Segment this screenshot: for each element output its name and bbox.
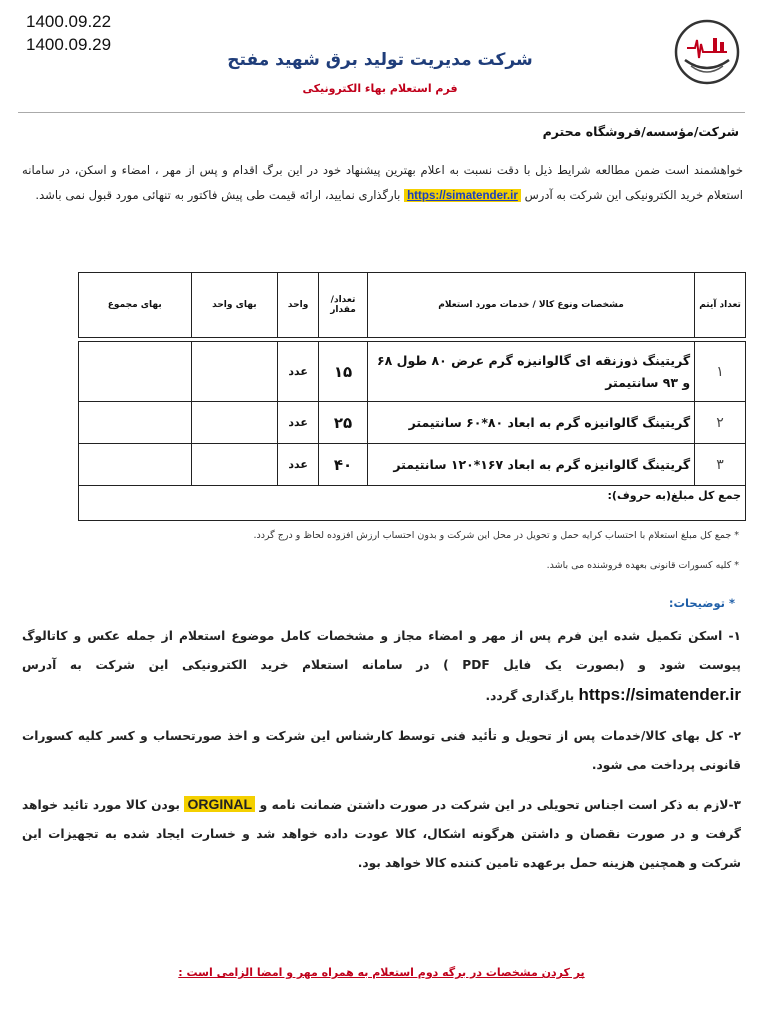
header-qty: تعداد/ مقدار [319,273,368,338]
intro-text-1: خواهشمند است ضمن مطالعه شرایط ذیل با دقت نسبت به اعلام بهترین پیشنهاد خود در این برگ اقدام و پس از مهر ، امضاء و اسکن، در سامانه استعلام خرید الکترونیکی این شرکت به آدرس [22,163,743,202]
note-2: * کلیه کسورات قانونی بعهده فروشنده می باشد. [546,560,739,571]
note-para-1 [22,622,741,711]
para3-text-2: بودن کالا مورد تائید خواهد گرفت و در صورت نقصان و داشتن هرگونه اشکال، کالا عودت داده خواهد شد و خسارت ایجاد شده به تجهیزات این شرکت و همچنین هزینه حمل برعهده تامین کننده کالا خواهد بود. [22,798,741,870]
row-desc: گریتینگ گالوانیزه گرم به ابعاد ۸۰*۶۰ سانتیمتر [367,402,694,444]
header-divider [18,112,745,113]
sum-label[interactable]: جمع کل مبلغ(به حروف): [79,486,746,521]
header-idx: تعداد آیتم [695,273,746,338]
row-total-cell[interactable] [79,402,192,444]
table-row [79,402,746,444]
para3-text-1: ۳-لازم به ذکر است اجناس تحویلی در این شرکت در صورت داشتن ضمانت نامه و [259,798,741,812]
para1-text-2: بارگذاری گردد. [485,689,575,703]
row-idx: ۱ [695,342,746,402]
row-desc: گریتینگ ذوزنقه ای گالوانیزه گرم عرض ۸۰ طول ۶۸ و ۹۳ سانتیمتر [367,342,694,402]
table-row [79,444,746,486]
row-qty: ۴۰ [319,444,368,486]
intro-paragraph [22,158,743,208]
row-unit: عدد [278,342,319,402]
intro-text-2: بارگذاری نمایید، ارائه قیمت طی پیش فاکتور به تنهائی مورد قبول نمی باشد. [35,188,401,202]
note-para-2: ۲- کل بهای کالا/خدمات پس از تحویل و تأئید فنی توسط کارشناس این شرکت و اخذ صورتحساب و کسر کلیه کسورات قانونی پرداخت می شود. [22,729,741,772]
footer-note: پر کردن مشخصات در برگه دوم استعلام به همراه مهر و امضا الزامی است : [178,966,585,979]
row-unit: عدد [278,444,319,486]
row-total-cell[interactable] [79,342,192,402]
items-table [78,272,746,521]
original-highlight: ORGINAL [184,796,255,812]
dates [26,10,136,56]
header-desc: مشخصات ونوع کالا / خدمات مورد استعلام [367,273,694,338]
row-unit: عدد [278,402,319,444]
row-unit-price-cell[interactable] [191,444,278,486]
row-total-cell[interactable] [79,444,192,486]
row-qty: ۲۵ [319,402,368,444]
table-header-row [79,273,746,338]
para1-text-1: ۱- اسکن تکمیل شده این فرم پس از مهر و امضاء مجاز و مشخصات کامل موضوع استعلام از جمله عکس و کاتالوگ پیوست شود و (بصورت یک فایل PDF ) در سامانه استعلام خرید الکترونیکی این شرکت به آدرس [22,629,742,672]
simatender-url[interactable]: https://simatender.ir [578,685,741,704]
header-unit-price: بهای واحد [191,273,278,338]
note-1: * جمع کل مبلغ استعلام با احتساب کرایه حمل و تحویل در محل این شرکت و بدون احتساب ارزش افزوده لحاظ و درج گردد. [253,530,739,541]
notes-heading: * توضیحات: [668,596,735,610]
date-1: 1400.09.22 [26,12,112,31]
row-unit-price-cell[interactable] [191,342,278,402]
row-idx: ۳ [695,444,746,486]
date-2: 1400.09.29 [26,35,112,54]
row-unit-price-cell[interactable] [191,402,278,444]
row-qty: ۱۵ [319,342,368,402]
table-row [79,342,746,402]
form-title: فرم استعلام بهاء الکترونیکی [302,82,458,95]
row-idx: ۲ [695,402,746,444]
sum-row [79,486,746,521]
note-para-3 [22,790,741,878]
header-total: بهای مجموع [79,273,192,338]
header-unit: واحد [278,273,319,338]
address-line: شرکت/مؤسسه/فروشگاه محترم [542,124,739,139]
company-name: شرکت مدیریت تولید برق شهید مفتح [227,50,533,70]
simatender-link[interactable]: https://simatender.ir [404,189,521,202]
power-plant-logo-icon [673,18,741,86]
row-desc: گریتینگ گالوانیزه گرم به ابعاد ۱۶۷*۱۲۰ سانتیمتر [367,444,694,486]
